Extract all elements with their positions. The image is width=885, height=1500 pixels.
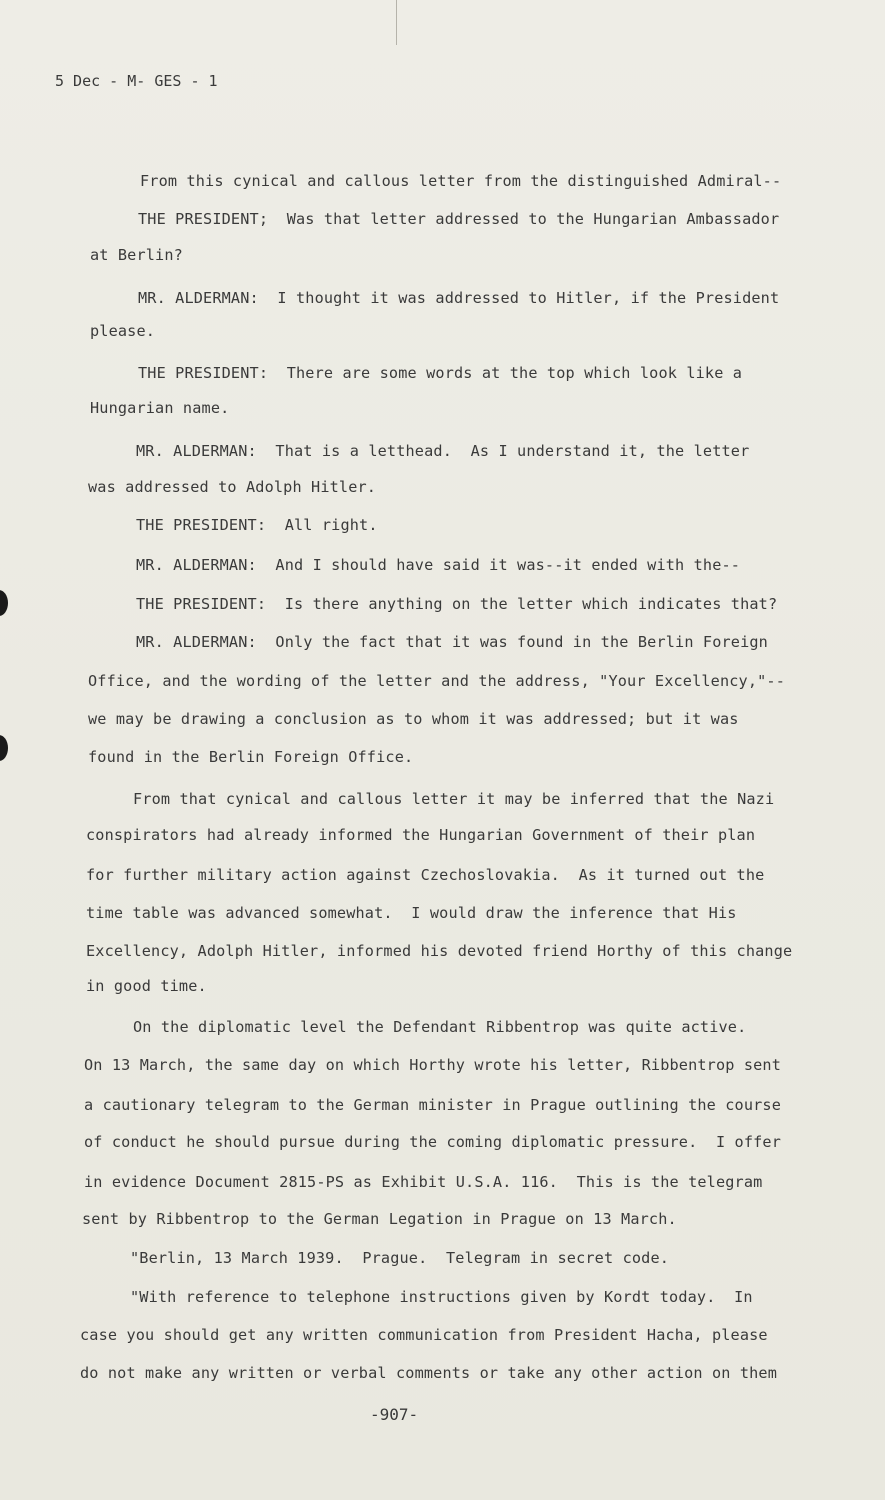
text-line: do not make any written or verbal comments or take any other action on them — [80, 1364, 778, 1382]
text-line: THE PRESIDENT: There are some words at the top which look like a — [138, 364, 743, 382]
text-line: sent by Ribbentrop to the German Legation in Prague on 13 March. — [82, 1210, 677, 1228]
binding-hole-mark — [0, 735, 8, 761]
text-line: was addressed to Adolph Hitler. — [88, 478, 377, 496]
fold-mark — [396, 0, 397, 45]
text-line: case you should get any written communication from President Hacha, please — [80, 1326, 768, 1344]
text-line: Hungarian name. — [90, 399, 230, 417]
text-line: THE PRESIDENT; Was that letter addressed to the Hungarian Ambassador — [138, 210, 780, 228]
text-line: On the diplomatic level the Defendant Ribbentrop was quite active. — [133, 1018, 747, 1036]
text-line: "Berlin, 13 March 1939. Prague. Telegram in secret code. — [130, 1249, 670, 1267]
text-line: please. — [90, 322, 156, 340]
text-line: From this cynical and callous letter from the distinguished Admiral-- — [140, 172, 782, 190]
text-line: MR. ALDERMAN: That is a letthead. As I understand it, the letter — [136, 442, 750, 460]
binding-hole-mark — [0, 590, 8, 616]
text-line: MR. ALDERMAN: And I should have said it was--it ended with the-- — [136, 556, 741, 574]
text-line: THE PRESIDENT: Is there anything on the letter which indicates that? — [136, 595, 778, 613]
text-line: in evidence Document 2815-PS as Exhibit U.S.A. 116. This is the telegram — [84, 1173, 763, 1191]
text-line: for further military action against Czechoslovakia. As it turned out the — [86, 866, 765, 884]
text-line: at Berlin? — [90, 246, 183, 264]
text-line: "With reference to telephone instructions given by Kordt today. In — [130, 1288, 753, 1306]
text-line: a cautionary telegram to the German minister in Prague outlining the course — [84, 1096, 782, 1114]
text-line: found in the Berlin Foreign Office. — [88, 748, 414, 766]
text-line: On 13 March, the same day on which Horthy wrote his letter, Ribbentrop sent — [84, 1056, 782, 1074]
text-line: conspirators had already informed the Hungarian Government of their plan — [86, 826, 756, 844]
text-line: Excellency, Adolph Hitler, informed his devoted friend Horthy of this change — [86, 942, 793, 960]
text-line: we may be drawing a conclusion as to whom it was addressed; but it was — [88, 710, 739, 728]
text-line: Office, and the wording of the letter and the address, "Your Excellency,"-- — [88, 672, 786, 690]
text-line: THE PRESIDENT: All right. — [136, 516, 378, 534]
text-line: time table was advanced somewhat. I would draw the inference that His — [86, 904, 737, 922]
text-line: in good time. — [86, 977, 207, 995]
text-line: of conduct he should pursue during the coming diplomatic pressure. I offer — [84, 1133, 782, 1151]
text-line: MR. ALDERMAN: I thought it was addressed to Hitler, if the President — [138, 289, 780, 307]
page-number: -907- — [370, 1405, 419, 1424]
text-line: From that cynical and callous letter it may be inferred that the Nazi — [133, 790, 775, 808]
document-header-id: 5 Dec - M- GES - 1 — [55, 72, 218, 90]
text-line: MR. ALDERMAN: Only the fact that it was found in the Berlin Foreign — [136, 633, 768, 651]
